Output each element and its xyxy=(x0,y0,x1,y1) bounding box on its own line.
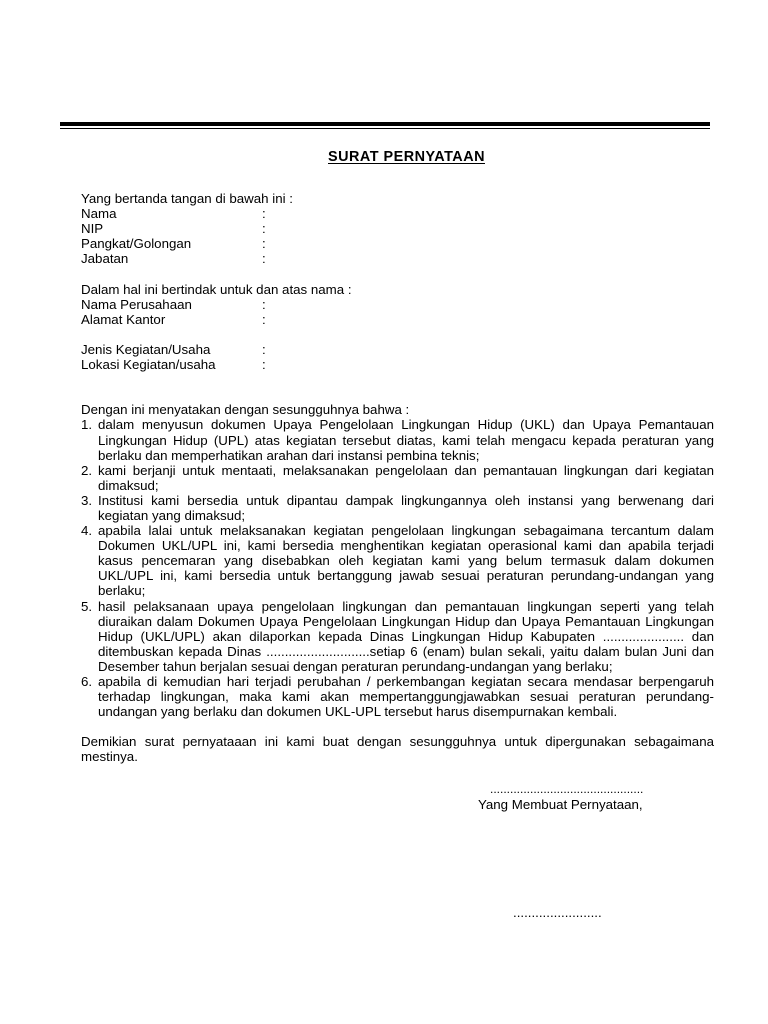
list-item xyxy=(81,493,714,523)
field-colon: : xyxy=(262,236,266,252)
field-pangkat-golongan xyxy=(81,236,714,251)
field-label: Alamat Kantor xyxy=(81,311,166,327)
field-label: Lokasi Kegiatan/usaha xyxy=(81,357,216,373)
item-number: 5. xyxy=(81,598,93,614)
closing-text: Demikian surat pernyataaan ini kami buat dengan sesungguhnya untuk dipergunakan sebagaimana mestinya. xyxy=(81,734,714,765)
field-jenis-kegiatan xyxy=(81,342,714,357)
list-item xyxy=(81,599,714,674)
field-label: Jabatan xyxy=(81,251,129,267)
field-colon: : xyxy=(262,311,266,327)
document-title: SURAT PERNYATAAN xyxy=(328,149,485,165)
item-text: apabila di kemudian hari terjadi perubahan / perkembangan kegiatan secara mendasar berpengaruh terhadap lingkungan, maka kami akan mempertanggungjawabkan sesuai peraturan perundang-undangan yang berlaku dan dokumen UKL-UPL tersebut harus disempurnakan kembali. xyxy=(98,674,714,720)
list-item xyxy=(81,674,714,719)
field-colon: : xyxy=(262,296,266,312)
item-text: kami berjanji untuk mentaati, melaksanakan pengelolaan dan pemantauan lingkungan dari kegiatan dimaksud; xyxy=(98,462,714,493)
field-colon: : xyxy=(262,221,266,237)
signer-label: Yang Membuat Pernyataan, xyxy=(478,797,643,812)
document-body xyxy=(81,191,714,765)
field-nama xyxy=(81,206,714,221)
acting-intro-text: Dalam hal ini bertindak untuk dan atas nama : xyxy=(81,281,352,297)
list-item xyxy=(81,523,714,598)
item-number: 6. xyxy=(81,674,93,689)
statement-intro-text: Dengan ini menyatakan dengan sesungguhnya bahwa : xyxy=(81,402,410,418)
field-colon: : xyxy=(262,341,266,357)
header-rule-thick xyxy=(60,122,710,126)
item-number: 2. xyxy=(81,462,93,478)
item-number: 1. xyxy=(81,417,93,433)
signer-name-line: ........................ xyxy=(513,905,602,920)
field-jabatan xyxy=(81,251,714,266)
field-label: NIP xyxy=(81,221,104,237)
list-item xyxy=(81,417,714,462)
header-rule-thin xyxy=(60,128,710,129)
intro-text: Yang bertanda tangan di bawah ini : xyxy=(81,191,293,206)
field-nama-perusahaan xyxy=(81,297,714,312)
field-label: Jenis Kegiatan/Usaha xyxy=(81,341,211,357)
item-text: dalam menyusun dokumen Upaya Pengelolaan Lingkungan Hidup (UKL) dan Upaya Pemantauan Lingkungan Hidup (UPL) atas kegiatan tersebut diatas, kami telah mengacu kepada peraturan yang berlaku dan memperhatikan arahan dari instansi pembina teknis; xyxy=(98,417,714,463)
list-item xyxy=(81,463,714,493)
item-text: Institusi kami bersedia untuk dipantau dampak lingkungannya oleh instansi yang berwenang dari kegiatan yang dimaksud; xyxy=(98,492,714,523)
item-number: 3. xyxy=(81,492,93,508)
field-colon: : xyxy=(262,251,266,267)
item-text: hasil pelaksanaan upaya pengelolaan lingkungan dan pemantauan lingkungan seperti yang telah diuraikan dalam Dokumen Upaya Pengelolaan Lingkungan Hidup dan Upaya Pemantauan Lingkungan Hidup (UKL/UPL) akan dilaporkan kepada Dinas Lingkungan Hidup Kabupaten ...................... dan ditembuskan kepada Dinas ............................setiap 6 (enam) bulan sekali, yaitu dalam bulan Juni dan Desember tahun berjalan sesuai dengan peraturan perundang-undangan yang berlaku; xyxy=(98,598,714,674)
field-colon: : xyxy=(262,206,266,222)
field-nip xyxy=(81,221,714,236)
field-label: Nama Perusahaan xyxy=(81,296,192,312)
item-number: 4. xyxy=(81,523,93,539)
field-colon: : xyxy=(262,357,266,373)
place-date-line: .............................................. xyxy=(490,782,644,796)
item-text: apabila lalai untuk melaksanakan kegiatan pengelolaan lingkungan sebagaimana tercantum dalam Dokumen UKL/UPL ini, kami bersedia menghentikan kegiatan operasional kami dan apabila terjadi kasus pencemaran yang disebabkan oleh kegiatan kami yang belum termasuk dalam dokumen UKL/UPL ini, kami bersedia untuk bertanggung jawab sesuai peraturan perundang-undangan yang berlaku; xyxy=(98,523,714,599)
field-lokasi-kegiatan xyxy=(81,357,714,372)
field-alamat-kantor xyxy=(81,312,714,327)
field-label: Nama xyxy=(81,206,117,222)
statement-list xyxy=(81,417,714,719)
field-label: Pangkat/Golongan xyxy=(81,236,192,252)
